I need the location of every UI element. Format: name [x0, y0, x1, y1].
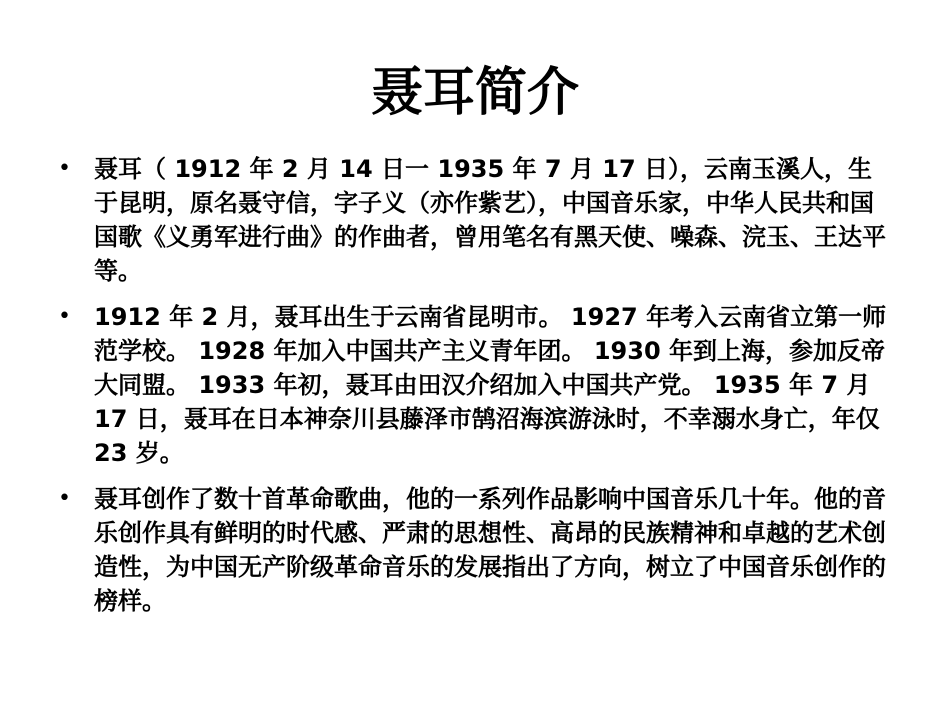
bullet-dot-icon: • — [58, 156, 71, 181]
bullet-text: 聂耳创作了数十首革命歌曲，他的一系列作品影响中国音乐几十年。他的音乐创作具有鲜明的时代感、严肃的思想性、高昂的民族精神和卓越的艺术创造性，为中国无产阶级革命音乐的发展指出了方向，树立了中国音乐创作的榜样。 — [94, 485, 886, 615]
bullet-dot-icon: • — [58, 486, 71, 511]
bullet-item-timeline — [56, 300, 896, 470]
bullet-text: 1912 年 2 月，聂耳出生于云南省昆明市。 1927 年考入云南省立第一师范学校。 1928 年加入中国共产主义青年团。 1930 年到上海，参加反帝大同盟。 1933 年初，聂耳由田汉介绍加入中国共产党。 1935 年 7 月 17 日，聂耳在日本神奈川县藤泽市鹄沼海滨游泳时，不幸溺水身亡，年仅 23 岁。 — [94, 303, 887, 467]
bullet-item-legacy — [56, 482, 896, 618]
bullet-list — [56, 152, 896, 630]
bullet-dot-icon: • — [58, 304, 71, 329]
slide-title: 聂耳简介 — [370, 63, 579, 123]
bullet-text: 聂耳（ 1912 年 2 月 14 日一 1935 年 7 月 17 日），云南玉溪人，生于昆明，原名聂守信，字子义（亦作紫艺），中国音乐家，中华人民共和国国歌《义勇军进行曲》的作曲者，曾用笔名有黑天使、噪森、浣玉、王达平等。 — [94, 155, 886, 285]
bullet-item-biography — [56, 152, 896, 288]
